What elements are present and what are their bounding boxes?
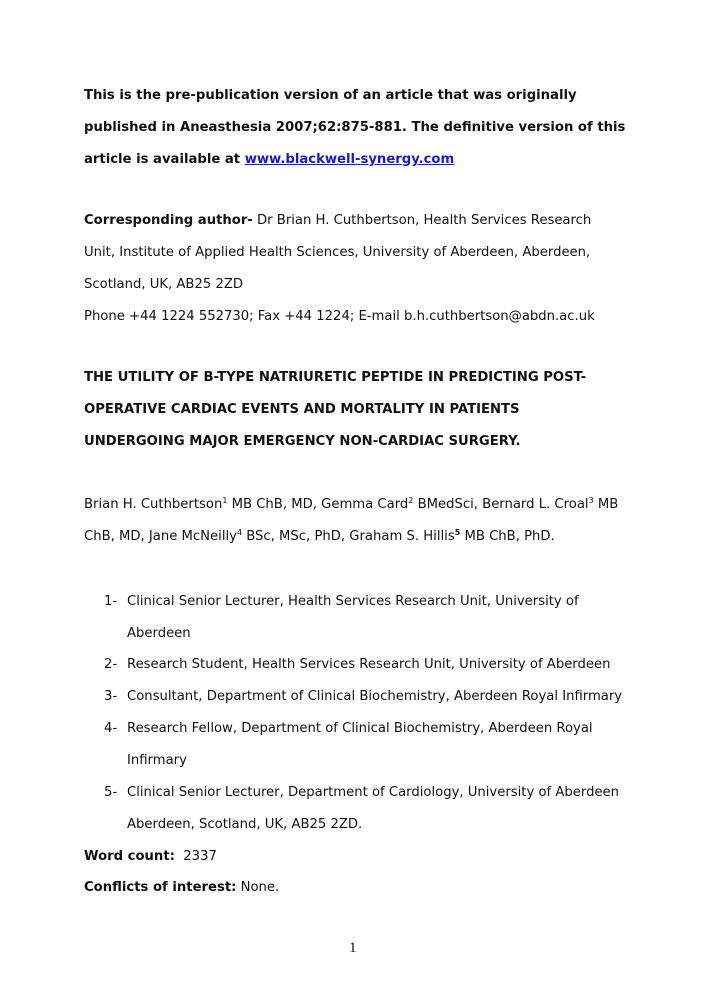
- author-text: BMedSci, Bernard L. Croal: [413, 497, 589, 512]
- author-text: ChB, MD, Jane McNeilly: [84, 529, 237, 544]
- superscript: 5: [454, 528, 461, 537]
- affiliation-text: Research Student, Health Services Research Unit, University of Aberdeen: [127, 657, 611, 672]
- notice-line-2: published in Aneasthesia 2007;62:875-881. The definitive version of this: [84, 120, 626, 135]
- corresponding-label: Corresponding author-: [84, 213, 253, 228]
- page-number: 1: [349, 940, 357, 956]
- authors-line-1: [84, 497, 618, 513]
- author-text: MB ChB, MD, Gemma Card: [227, 497, 409, 512]
- word-count: [84, 849, 217, 865]
- author-name: Brian H. Cuthbertson: [84, 497, 223, 512]
- affiliation-text: Research Fellow, Department of Clinical Biochemistry, Aberdeen Royal: [127, 721, 593, 736]
- superscript: 1: [222, 496, 228, 505]
- affiliation-text: Consultant, Department of Clinical Biochemistry, Aberdeen Royal Infirmary: [127, 689, 623, 704]
- blackwell-link[interactable]: www.blackwell-synergy.com: [244, 152, 455, 167]
- word-count-label: Word count:: [84, 849, 175, 864]
- affiliation-number: 2-: [104, 657, 118, 672]
- corresponding-line-2: Unit, Institute of Applied Health Sciences, University of Aberdeen, Aberdeen,: [84, 245, 591, 260]
- authors-line-2: [84, 529, 555, 545]
- superscript: 2: [408, 496, 414, 505]
- affiliation-number: 3-: [104, 689, 118, 704]
- affiliation-text: Aberdeen, Scotland, UK, AB25 2ZD.: [127, 817, 363, 832]
- title-line-2: OPERATIVE CARDIAC EVENTS AND MORTALITY IN PATIENTS: [84, 402, 520, 417]
- corresponding-text: Dr Brian H. Cuthbertson, Health Services Research: [252, 213, 592, 228]
- author-text: BSc, MSc, PhD, Graham S. Hillis: [242, 529, 455, 544]
- superscript: 4: [236, 528, 243, 537]
- conflicts: [84, 880, 279, 896]
- word-count-value: 2337: [183, 849, 217, 864]
- corresponding-line-1: [84, 213, 591, 229]
- affiliation-number: 5-: [104, 785, 118, 800]
- affiliation-text: Clinical Senior Lecturer, Department of Cardiology, University of Aberdeen: [127, 785, 620, 800]
- conflicts-value: None.: [240, 880, 280, 895]
- contact-line: Phone +44 1224 552730; Fax +44 1224; E-mail b.h.cuthbertson@abdn.ac.uk: [84, 309, 595, 324]
- corresponding-line-3: Scotland, UK, AB25 2ZD: [84, 277, 244, 292]
- notice-line-3: [84, 152, 454, 168]
- affiliation-text: Clinical Senior Lecturer, Health Services Research Unit, University of: [127, 594, 579, 609]
- affiliation-text: Aberdeen: [127, 626, 191, 641]
- title-line-3: UNDERGOING MAJOR EMERGENCY NON-CARDIAC SURGERY.: [84, 434, 521, 449]
- notice-text: article is available at: [84, 152, 245, 167]
- superscript: 3: [588, 496, 594, 505]
- affiliation-number: 4-: [104, 721, 118, 736]
- notice-line-1: This is the pre-publication version of an article that was originally: [84, 88, 577, 103]
- author-text: MB: [593, 497, 619, 512]
- author-text: MB ChB, PhD.: [460, 529, 555, 544]
- affiliation-text: Infirmary: [127, 753, 187, 768]
- title-line-1: THE UTILITY OF B-TYPE NATRIURETIC PEPTIDE IN PREDICTING POST-: [84, 370, 587, 385]
- affiliation-number: 1-: [104, 594, 118, 609]
- conflicts-label: Conflicts of interest:: [84, 880, 237, 895]
